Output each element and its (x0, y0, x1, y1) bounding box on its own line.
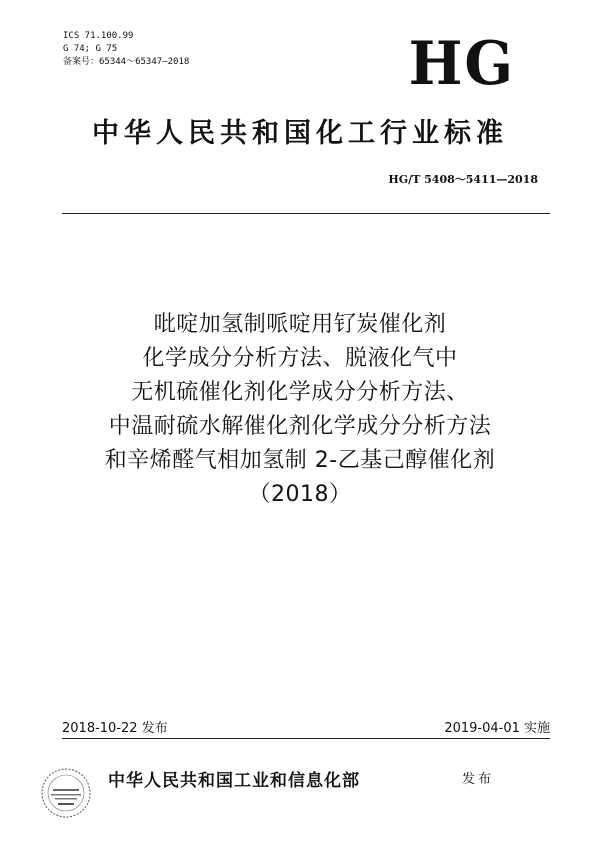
ccs-code: G 74; G 75 (63, 44, 118, 54)
standard-number: HG/T 5408～5411—2018 (388, 173, 538, 186)
title-line: 中温耐硫水解催化剂化学成分分析方法 (108, 414, 492, 439)
top-divider (62, 213, 550, 214)
standard-title: 中华人民共和国化工行业标准 (92, 118, 508, 149)
document-title (0, 308, 600, 512)
bottom-divider (62, 738, 550, 739)
record-number: 备案号：65344～65347—2018 (63, 57, 190, 67)
title-year: （2018） (248, 482, 352, 507)
ics-code: ICS 71.100.99 (63, 31, 134, 41)
implement-date: 2019-04-01 实施 (444, 721, 550, 736)
classification-codes (63, 30, 189, 69)
anti-counterfeit-stamp-icon (40, 767, 92, 819)
publish-date: 2018-10-22 发布 (62, 721, 168, 736)
issuer-name: 中华人民共和国工业和信息化部 (108, 771, 360, 791)
title-line: 吡啶加氢制哌啶用钌炭催化剂 (153, 312, 447, 337)
title-line: 和辛烯醛气相加氢制 2-乙基己醇催化剂 (104, 448, 496, 473)
hg-logo: HG (408, 29, 515, 99)
issuer-publish-label: 发布 (462, 772, 495, 787)
title-line: 无机硫催化剂化学成分分析方法、 (131, 380, 469, 405)
title-line: 化学成分分析方法、脱液化气中 (142, 346, 458, 371)
